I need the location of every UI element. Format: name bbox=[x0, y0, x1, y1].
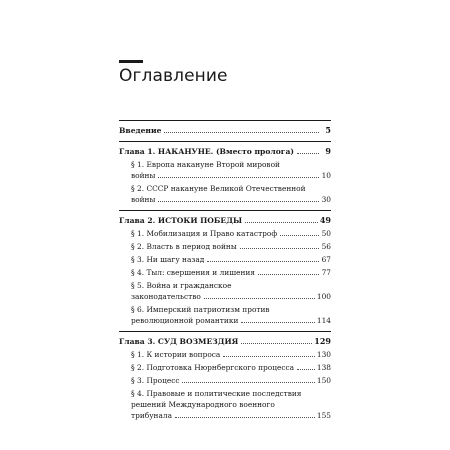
chapter-3-block bbox=[119, 332, 331, 426]
entry-page: 150 bbox=[316, 376, 331, 385]
entry-label: Введение bbox=[119, 126, 162, 135]
leader-dots bbox=[297, 369, 315, 370]
toc-entry-section[interactable] bbox=[119, 183, 331, 205]
entry-label: § 1. Мобилизация и Право катастроф bbox=[131, 229, 278, 238]
toc-entry-intro[interactable] bbox=[119, 125, 331, 136]
toc-entry-section[interactable] bbox=[119, 241, 331, 252]
table-of-contents bbox=[119, 120, 331, 426]
leader-dots bbox=[241, 343, 312, 344]
leader-dots bbox=[158, 201, 319, 202]
toc-entry-chapter-1[interactable] bbox=[119, 146, 331, 157]
toc-entry-section[interactable] bbox=[119, 228, 331, 239]
leader-dots bbox=[258, 274, 319, 275]
entry-label: § 4. Тыл: свершения и лишения bbox=[131, 268, 255, 277]
leader-dots bbox=[245, 222, 318, 223]
entry-page: 138 bbox=[316, 363, 331, 372]
leader-dots bbox=[175, 417, 315, 418]
toc-entry-section[interactable] bbox=[119, 388, 331, 421]
leader-dots bbox=[223, 356, 315, 357]
entry-label-line-2: войны bbox=[131, 195, 156, 204]
entry-page: 155 bbox=[316, 411, 331, 420]
toc-entry-section[interactable] bbox=[119, 304, 331, 326]
entry-page: 49 bbox=[319, 215, 331, 225]
entry-page: 130 bbox=[316, 350, 331, 359]
leader-dots bbox=[207, 261, 319, 262]
entry-label: § 3. Ни шагу назад bbox=[131, 255, 205, 264]
entry-label: Глава 2. ИСТОКИ ПОБЕДЫ bbox=[119, 216, 243, 225]
entry-page: 114 bbox=[316, 316, 331, 325]
entry-label-line-1: § 1. Европа накануне Второй мировой bbox=[131, 160, 280, 169]
entry-page: 100 bbox=[316, 292, 331, 301]
entry-page: 50 bbox=[321, 229, 331, 238]
entry-label-line-2: революционной романтики bbox=[131, 316, 239, 325]
entry-page: 10 bbox=[321, 171, 331, 180]
toc-entry-section[interactable] bbox=[119, 159, 331, 181]
entry-label-line-1: § 4. Правовые и политические последствия bbox=[131, 389, 302, 398]
entry-label: § 2. Власть в период войны bbox=[131, 242, 237, 251]
leader-dots bbox=[241, 322, 315, 323]
leader-dots bbox=[164, 132, 319, 133]
page-title: Оглавление bbox=[119, 66, 228, 86]
leader-dots bbox=[297, 153, 319, 154]
entry-page: 77 bbox=[321, 268, 331, 277]
toc-entry-section[interactable] bbox=[119, 375, 331, 386]
leader-dots bbox=[158, 177, 319, 178]
entry-label: § 2. Подготовка Нюрнбергского процесса bbox=[131, 363, 295, 372]
entry-label: § 1. К истории вопроса bbox=[131, 350, 221, 359]
entry-page: 67 bbox=[321, 255, 331, 264]
toc-entry-chapter-2[interactable] bbox=[119, 215, 331, 226]
entry-page: 5 bbox=[325, 125, 331, 135]
chapter-2-block bbox=[119, 211, 331, 331]
leader-dots bbox=[240, 248, 319, 249]
leader-dots bbox=[204, 298, 315, 299]
title-accent-bar bbox=[119, 60, 143, 63]
entry-page: 129 bbox=[314, 336, 331, 346]
entry-page: 30 bbox=[321, 195, 331, 204]
entry-label-line-2: войны bbox=[131, 171, 156, 180]
intro-block bbox=[119, 121, 331, 141]
toc-entry-section[interactable] bbox=[119, 267, 331, 278]
entry-page: 9 bbox=[325, 146, 331, 156]
entry-label: § 3. Процесс bbox=[131, 376, 180, 385]
entry-label-line-1: § 2. СССР накануне Великой Отечественной bbox=[131, 184, 306, 193]
entry-page: 56 bbox=[321, 242, 331, 251]
toc-entry-section[interactable] bbox=[119, 349, 331, 360]
toc-entry-section[interactable] bbox=[119, 362, 331, 373]
entry-label-line-3: трибунала bbox=[131, 411, 172, 420]
entry-label-line-2: законодательство bbox=[131, 292, 201, 301]
entry-label-line-1: § 6. Имперский патриотизм против bbox=[131, 305, 270, 314]
chapter-1-block bbox=[119, 142, 331, 210]
entry-label-line-2: решений Международного военного bbox=[131, 400, 275, 409]
entry-label-line-1: § 5. Война и гражданское bbox=[131, 281, 232, 290]
leader-dots bbox=[182, 382, 314, 383]
leader-dots bbox=[280, 235, 319, 236]
toc-heading bbox=[119, 60, 331, 86]
toc-entry-section[interactable] bbox=[119, 254, 331, 265]
entry-label: Глава 1. НАКАНУНЕ. (Вместо пролога) bbox=[119, 147, 294, 156]
toc-entry-chapter-3[interactable] bbox=[119, 336, 331, 347]
toc-entry-section[interactable] bbox=[119, 280, 331, 302]
entry-label: Глава 3. СУД ВОЗМЕЗДИЯ bbox=[119, 337, 239, 346]
